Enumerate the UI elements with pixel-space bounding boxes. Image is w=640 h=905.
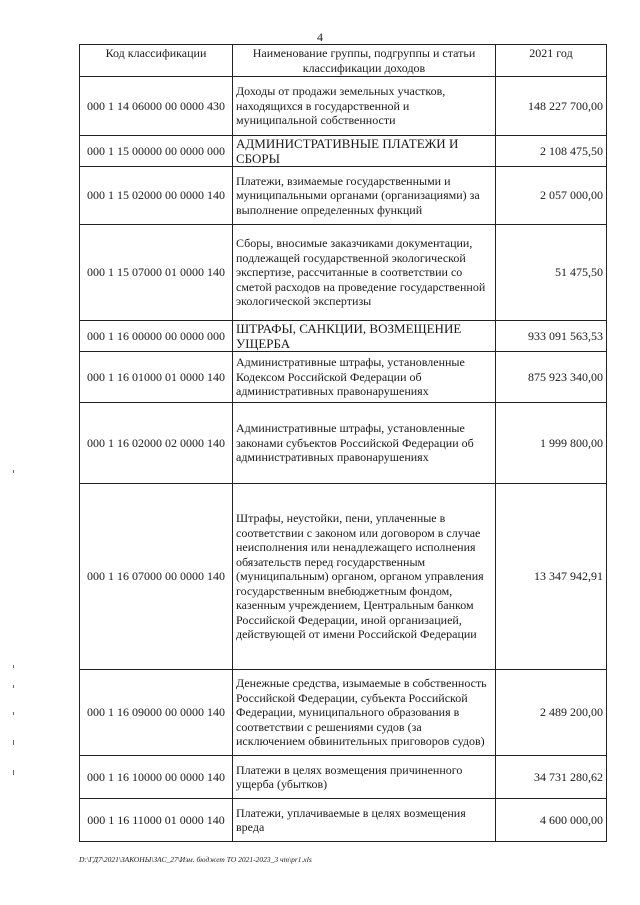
amount-2021: 933 091 563,53 bbox=[496, 321, 607, 352]
page-number: 4 bbox=[317, 30, 323, 44]
table-row bbox=[80, 77, 607, 136]
file-path-footer: D:\ГД7\2021\ЗАКОНЫ\ЗАС_27\Изм. бюджет ТО 2021-2023_3 чт\pr1.xls bbox=[79, 855, 312, 864]
scan-mark bbox=[13, 665, 14, 668]
table-row bbox=[80, 321, 607, 352]
classification-code: 000 1 16 00000 00 0000 000 bbox=[80, 321, 233, 352]
table-row bbox=[80, 670, 607, 756]
classification-code: 000 1 15 00000 00 0000 000 bbox=[80, 136, 233, 167]
table-row bbox=[80, 225, 607, 321]
classification-code: 000 1 16 02000 02 0000 140 bbox=[80, 403, 233, 484]
table-row bbox=[80, 484, 607, 670]
table-row bbox=[80, 756, 607, 799]
revenue-name: Штрафы, неустойки, пени, уплаченные в соответствии с законом или договором в случае неисполнения или ненадлежащего исполнения обязательств перед государственным (муниципальным) органом, органом управления государственным внебюджетным фондом, казенным учреждением, Центральным банком Российской Федерации, иной организацией, действующей от имени Российской Федерации bbox=[233, 484, 496, 670]
classification-code: 000 1 15 07000 01 0000 140 bbox=[80, 225, 233, 321]
revenue-classification-table bbox=[79, 44, 607, 842]
revenue-name: Денежные средства, изымаемые в собственность Российской Федерации, субъекта Российской Федерации, муниципального образования в соответствии с решениями судов (за исключением обвинительных приговоров судов) bbox=[233, 670, 496, 756]
table-row bbox=[80, 167, 607, 225]
amount-2021: 34 731 280,62 bbox=[496, 756, 607, 799]
amount-2021: 2 057 000,00 bbox=[496, 167, 607, 225]
revenue-name: Платежи в целях возмещения причиненного ущерба (убытков) bbox=[233, 756, 496, 799]
scan-mark bbox=[13, 770, 14, 775]
classification-code: 000 1 16 11000 01 0000 140 bbox=[80, 799, 233, 842]
scan-mark bbox=[13, 712, 14, 715]
classification-code: 000 1 14 06000 00 0000 430 bbox=[80, 77, 233, 136]
revenue-name: Административные штрафы, установленные Кодексом Российской Федерации об административных правонарушениях bbox=[233, 352, 496, 403]
classification-code: 000 1 16 10000 00 0000 140 bbox=[80, 756, 233, 799]
classification-code: 000 1 16 07000 00 0000 140 bbox=[80, 484, 233, 670]
revenue-name: Доходы от продажи земельных участков, находящихся в государственной и муниципальной собственности bbox=[233, 77, 496, 136]
table-row bbox=[80, 352, 607, 403]
classification-code: 000 1 15 02000 00 0000 140 bbox=[80, 167, 233, 225]
amount-2021: 1 999 800,00 bbox=[496, 403, 607, 484]
table-row bbox=[80, 799, 607, 842]
amount-2021: 875 923 340,00 bbox=[496, 352, 607, 403]
scan-mark bbox=[13, 740, 14, 745]
header-code: Код классификации bbox=[80, 45, 233, 77]
scan-mark bbox=[13, 470, 14, 473]
revenue-name: АДМИНИСТРАТИВНЫЕ ПЛАТЕЖИ И СБОРЫ bbox=[233, 136, 496, 167]
revenue-name: Платежи, взимаемые государственными и муниципальными органами (организациями) за выполнение определенных функций bbox=[233, 167, 496, 225]
scan-mark bbox=[13, 685, 14, 688]
amount-2021: 2 489 200,00 bbox=[496, 670, 607, 756]
amount-2021: 13 347 942,91 bbox=[496, 484, 607, 670]
revenue-name: Платежи, уплачиваемые в целях возмещения вреда bbox=[233, 799, 496, 842]
amount-2021: 4 600 000,00 bbox=[496, 799, 607, 842]
header-year: 2021 год bbox=[496, 45, 607, 77]
table-row bbox=[80, 403, 607, 484]
revenue-name: ШТРАФЫ, САНКЦИИ, ВОЗМЕЩЕНИЕ УЩЕРБА bbox=[233, 321, 496, 352]
amount-2021: 148 227 700,00 bbox=[496, 77, 607, 136]
revenue-name: Сборы, вносимые заказчиками документации, подлежащей государственной экологической экспертизе, рассчитанные в соответствии со сметой расходов на проведение государственной экологической экспертизы bbox=[233, 225, 496, 321]
classification-code: 000 1 16 01000 01 0000 140 bbox=[80, 352, 233, 403]
amount-2021: 2 108 475,50 bbox=[496, 136, 607, 167]
header-name: Наименование группы, подгруппы и статьи классификации доходов bbox=[233, 45, 496, 77]
classification-code: 000 1 16 09000 00 0000 140 bbox=[80, 670, 233, 756]
revenue-name: Административные штрафы, установленные законами субъектов Российской Федерации об административных правонарушениях bbox=[233, 403, 496, 484]
table-row bbox=[80, 136, 607, 167]
amount-2021: 51 475,50 bbox=[496, 225, 607, 321]
table-header-row bbox=[80, 45, 607, 77]
